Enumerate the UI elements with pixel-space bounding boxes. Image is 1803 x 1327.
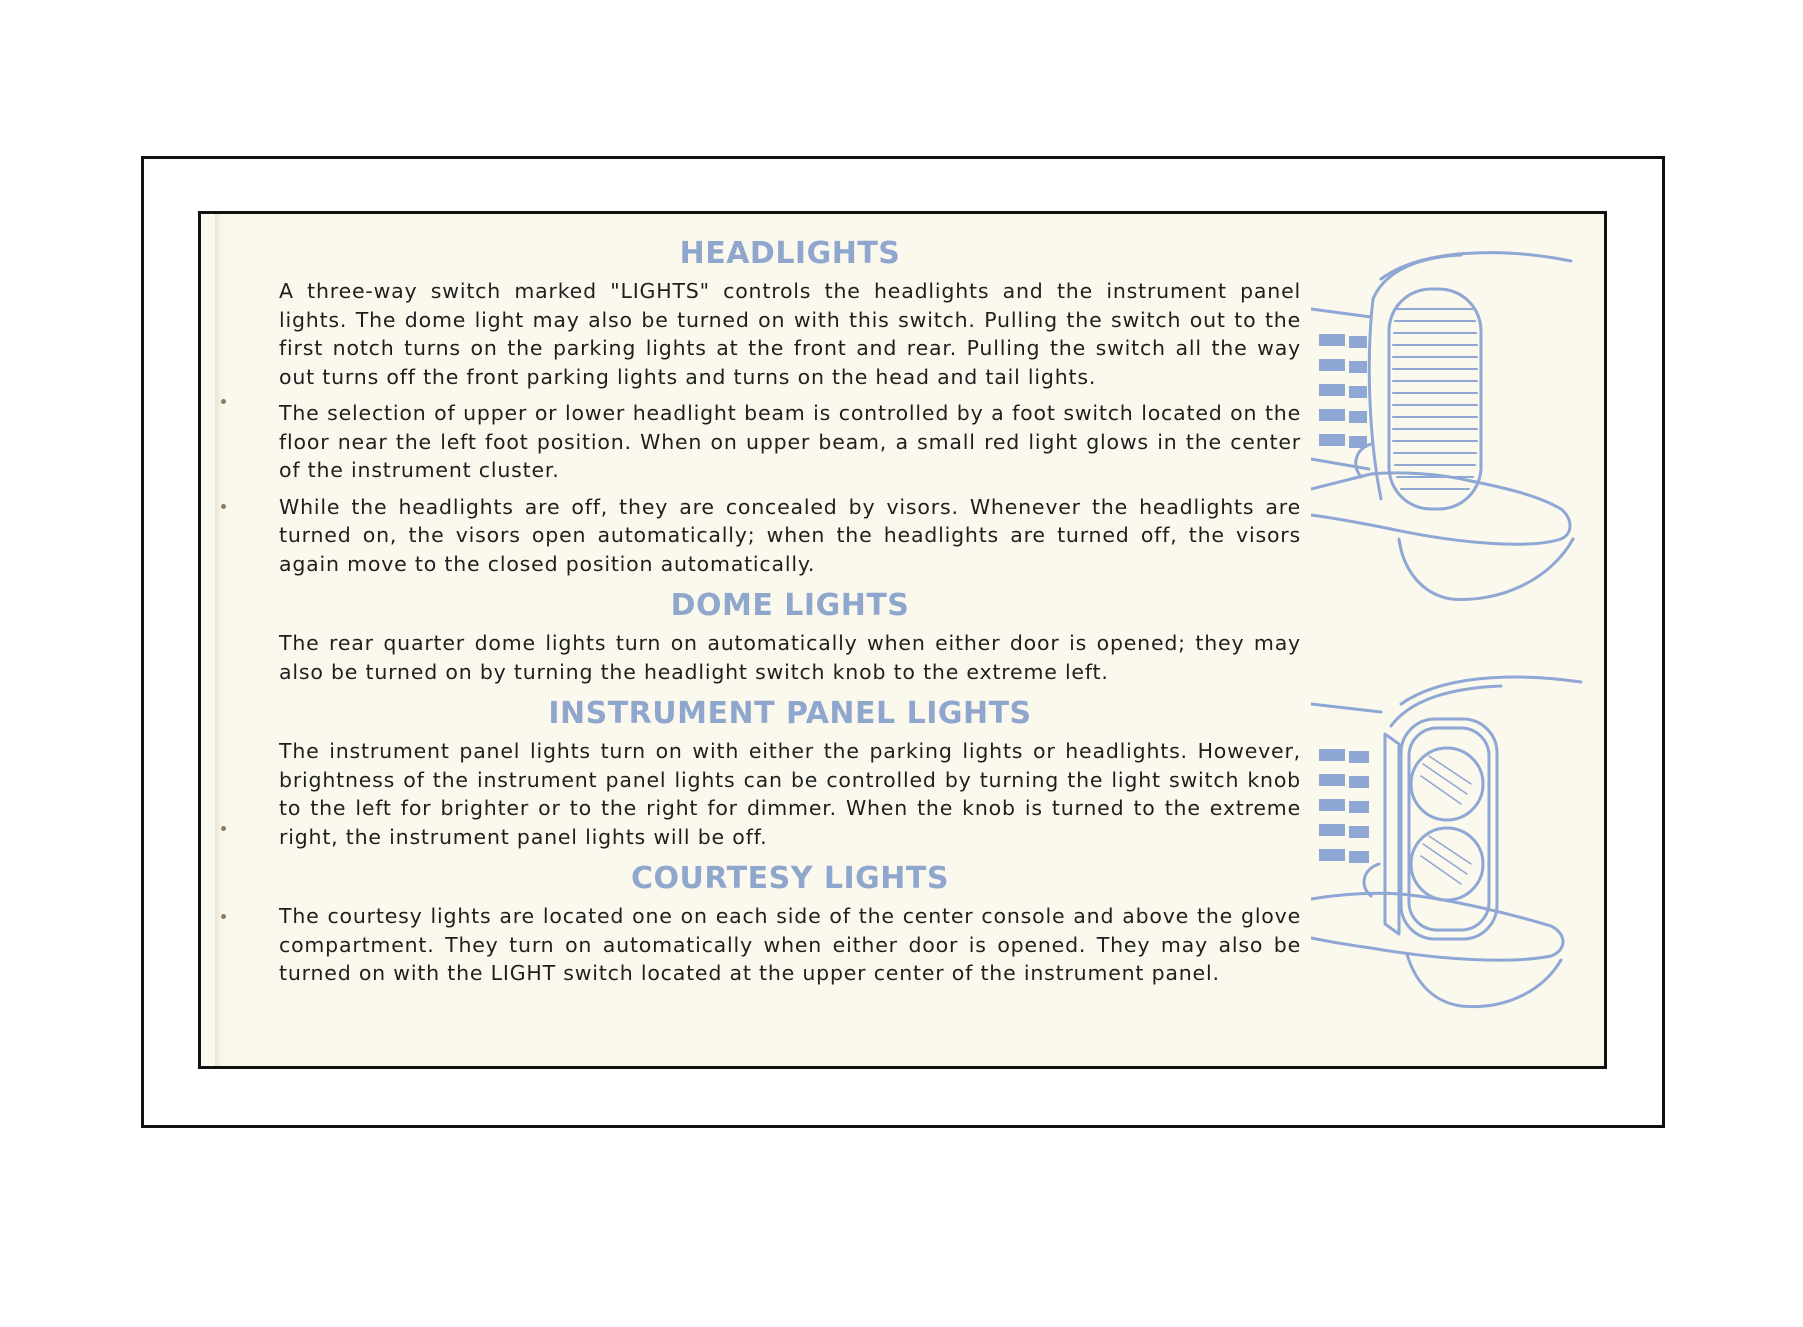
text-column [279, 236, 1301, 998]
binding-mark [221, 399, 226, 404]
paragraph: While the headlights are off, they are concealed by visors. Whenever the headlights are turned on, the visors open automatically; when the headlights are turned off, the visors again move to the closed position automatically. [279, 494, 1301, 576]
headlight-visor-closed-illustration [1311, 239, 1607, 619]
section-heading: DOME LIGHTS [670, 588, 910, 623]
page-spine [215, 214, 225, 1066]
paragraph: The selection of upper or lower headlight beam is controlled by a foot switch located on the floor near the left foot position. When on upper beam, a small red light glows in the center of the instrument cluster. [279, 401, 1301, 482]
section-dome-lights [279, 588, 1301, 686]
binding-mark [221, 914, 226, 919]
paragraph: The rear quarter dome lights turn on automatically when either door is opened; they may also be turned on by turning the headlight switch knob to the extreme left. [279, 631, 1301, 684]
manual-page [198, 211, 1607, 1069]
binding-mark [221, 826, 226, 831]
section-heading: COURTESY LIGHTS [631, 861, 949, 896]
paragraph: The courtesy lights are located one on each side of the center console and above the glove compartment. They turn on automatically when either door is opened. They may also be turned on with the LIGHT switch located at the upper center of the instrument panel. [279, 904, 1301, 985]
section-heading: HEADLIGHTS [679, 236, 901, 271]
paragraph: A three-way switch marked "LIGHTS" controls the headlights and the instrument panel lights. The dome light may also be turned on with this switch. Pulling the switch out to the first notch turns on the parking lights at the front and rear. Pulling the switch all the way out turns off the front parking lights and turns on the head and tail lights. [279, 279, 1301, 389]
section-heading: INSTRUMENT PANEL LIGHTS [548, 696, 1032, 731]
section-headlights [279, 236, 1301, 578]
section-courtesy-lights [279, 861, 1301, 988]
binding-mark [221, 504, 226, 509]
section-instrument-panel-lights [279, 696, 1301, 851]
paragraph: The instrument panel lights turn on with either the parking lights or headlights. However, brightness of the instrument panel lights can be controlled by turning the light switch knob to the left for brighter or to the right for dimmer. When the knob is turned to the extreme right, the instrument panel lights will be off. [279, 739, 1301, 849]
headlight-visor-open-illustration [1311, 664, 1607, 1024]
